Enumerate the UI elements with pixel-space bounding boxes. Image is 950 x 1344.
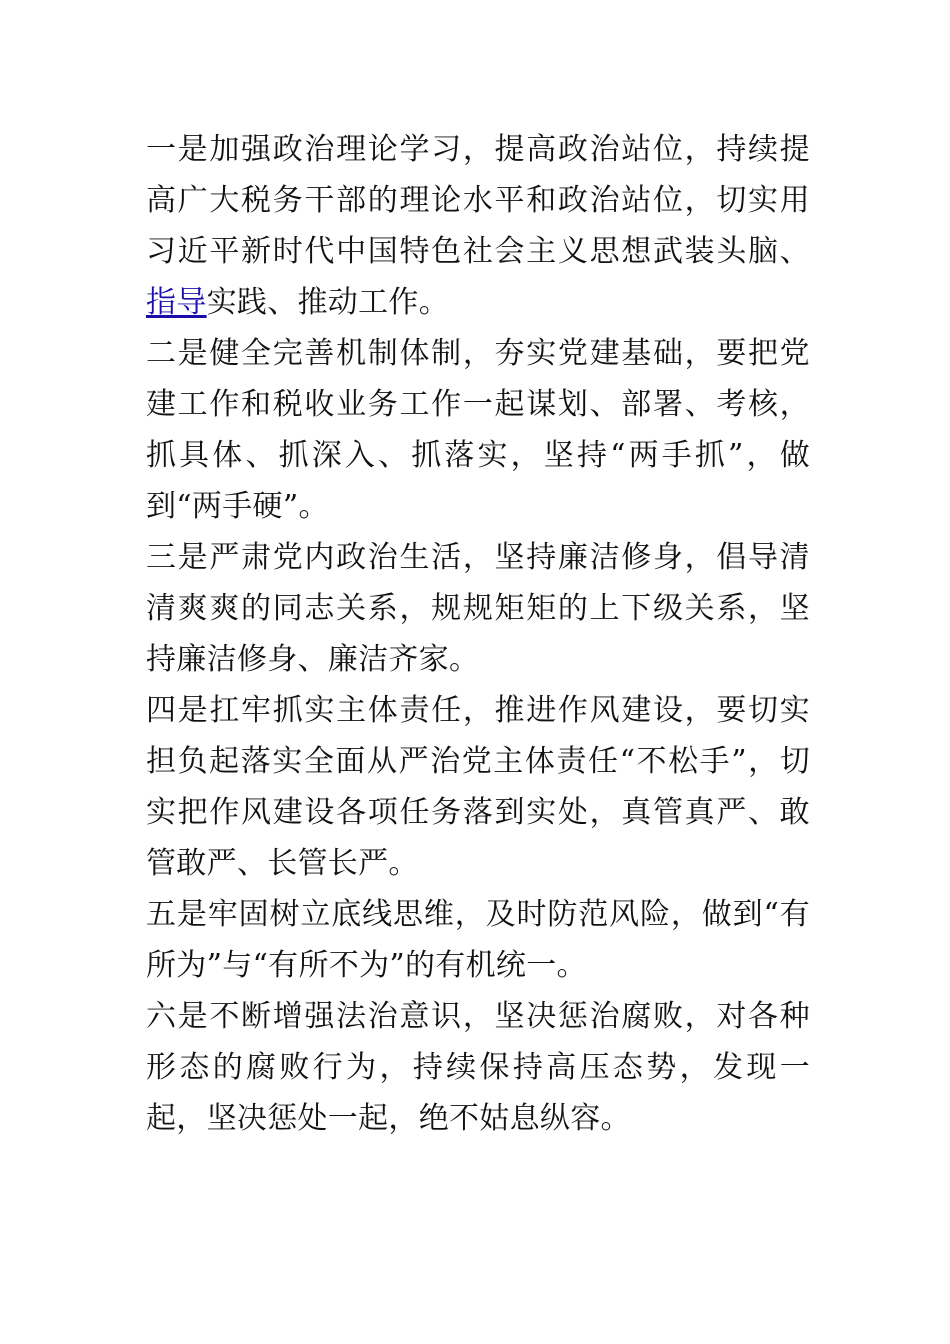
paragraph-2: 二是健全完善机制体制，夯实党建基础，要把党建工作和税收业务工作一起谋划、部署、考核，抓具体、抓深入、抓落实，坚持“两手抓”，做到“两手硬”。 — [146, 336, 810, 524]
paragraph-3: 三是严肃党内政治生活，坚持廉洁修身，倡导清清爽爽的同志关系，规规矩矩的上下级关系，坚持廉洁修身、廉洁齐家。 — [146, 540, 810, 677]
paragraph-1-text-before: 一是加强政治理论学习，提高政治站位，持续提高广大税务干部的理论水平和政治站位，切实用习近平新时代中国特色社会主义思想武装头脑、 — [146, 132, 810, 269]
paragraph-5: 五是牢固树立底线思维，及时防范风险，做到“有所为”与“有所不为”的有机统一。 — [146, 897, 810, 983]
paragraph-1-text-after: 实践、推动工作。 — [206, 285, 450, 320]
paragraph-4: 四是扛牢抓实主体责任，推进作风建设，要切实担负起落实全面从严治党主体责任“不松手”，切实把作风建设各项任务落到实处，真管真严、敢管敢严、长管长严。 — [146, 693, 810, 881]
guide-link[interactable]: 指导 — [146, 285, 207, 320]
paragraph-1 — [146, 124, 810, 328]
document-body — [146, 124, 810, 1144]
paragraph-6: 六是不断增强法治意识，坚决惩治腐败，对各种形态的腐败行为，持续保持高压态势，发现一起，坚决惩处一起，绝不姑息纵容。 — [146, 999, 810, 1136]
